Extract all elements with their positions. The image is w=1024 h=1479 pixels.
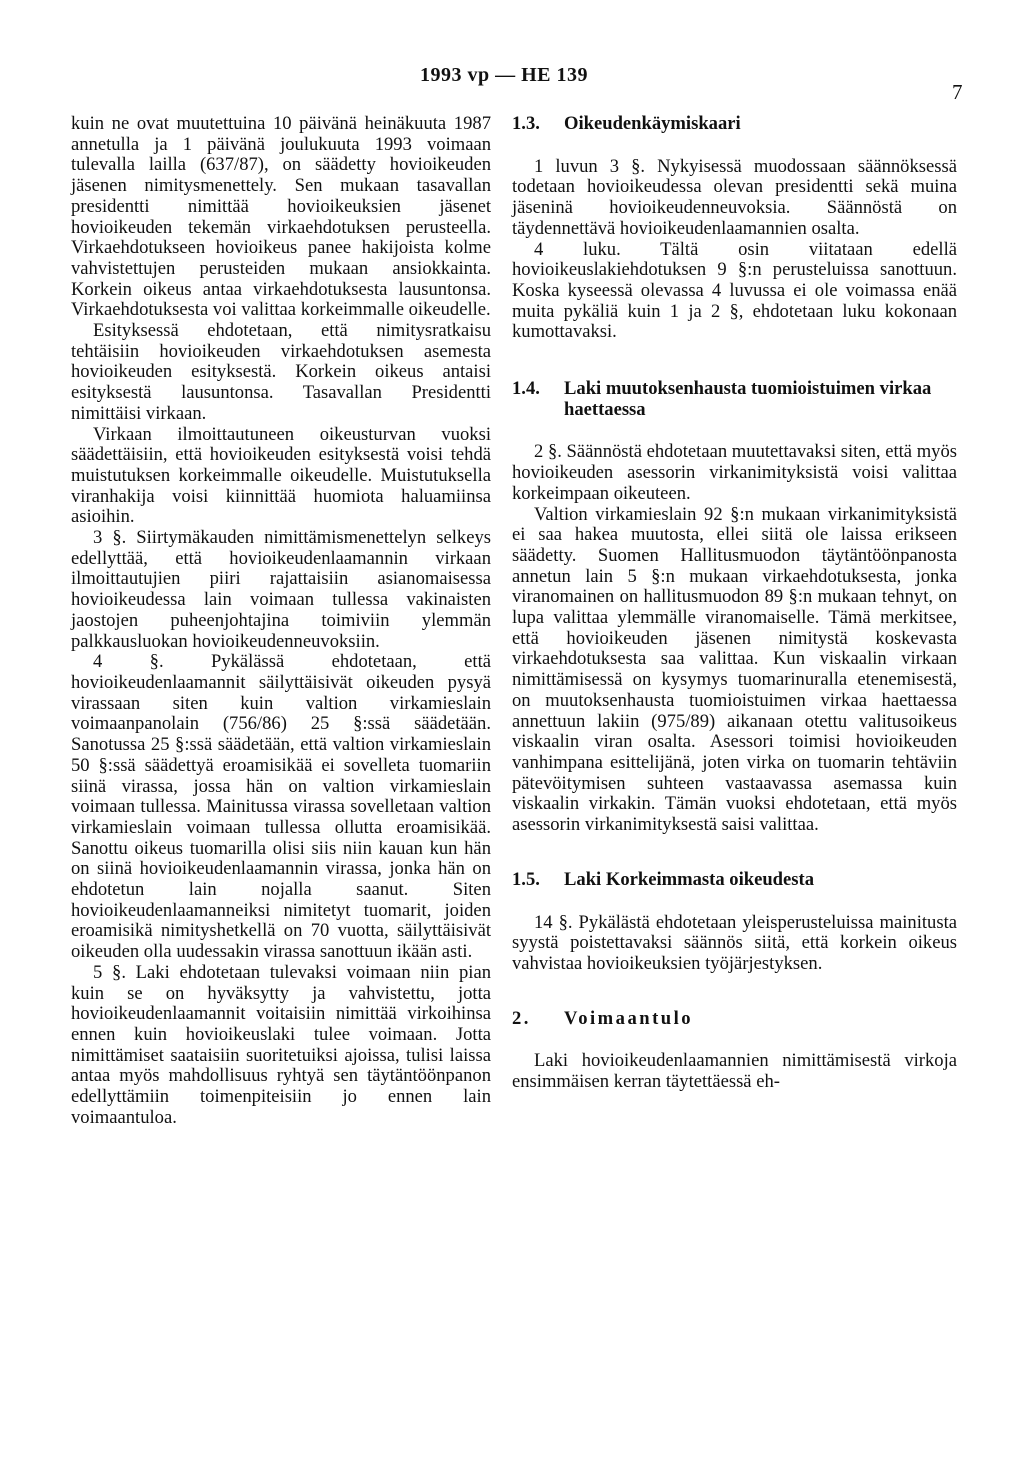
section-title: Oikeudenkäymiskaari (564, 113, 741, 134)
section-heading-1-5 (512, 870, 957, 891)
body-paragraph: Esityksessä ehdotetaan, että nimitysratkaisu tehtäisiin hovioikeuden virkaehdotuksen asemesta hovioikeuden esityksestä. Korkein oikeus antaisi esityksestä lausuntonsa. Tasavallan Presidentti nimittäisi virkaan. (71, 320, 491, 424)
body-paragraph: 3 §. Siirtymäkauden nimittämismenettelyn selkeys edellyttää, että hovioikeudenlaamannin virkaan ilmoittautujien piiri rajattaisiin asianomaisessa hovioikeudessa lain voimaan tullessa vakinaisten jaostojen puheenjohtajina toimiviin ylemmän palkkausluokan hovioikeudenneuvoksiin. (71, 527, 491, 652)
right-column (512, 114, 957, 1093)
page-header (0, 64, 1024, 104)
section-heading-2 (512, 1009, 957, 1030)
section-number: 1.5. (512, 868, 540, 890)
body-paragraph: 4 luku. Tältä osin viitataan edellä hovioikeuslakiehdotuksen 9 §:n perusteluissa sanottuun. Koska kyseessä olevassa 4 luvussa ei ole voimassa enää muita pykäliä kuin 1 ja 2 §, ehdotetaan luku kokonaan kumottavaksi. (512, 238, 957, 343)
section-title: Laki Korkeimmasta oikeudesta (564, 868, 814, 890)
body-paragraph: 5 §. Laki ehdotetaan tulevaksi voimaan niin pian kuin se on hyväksytty ja vahvistettu, jotta hovioikeudenlaamannit voitaisiin nimittää virkoihinsa ennen kuin hovioikeuslaki tulee voimaan. Jotta nimittämiset saataisiin suoritetuiksi ajoissa, tulisi laissa antaa myös mahdollisuus ryhtyä sen täytäntöönpanon edellyttämiin toimenpiteisiin jo ennen lain voimaantuloa. (71, 961, 491, 1128)
section-heading-1-4 (512, 379, 957, 420)
body-paragraph: 14 §. Pykälästä ehdotetaan yleisperusteluissa mainitusta syystä poistettavaksi säännös siitä, että korkein oikeus vahvistaa hovioikeuksien työjärjestyksen. (512, 911, 957, 974)
section-title: Voimaantulo (564, 1007, 694, 1029)
left-column (71, 114, 491, 1128)
body-paragraph: Virkaan ilmoittautuneen oikeusturvan vuoksi säädettäisiin, että hovioikeuden esityksestä voisi tehdä muistutuksen korkeimmalle oikeudelle. Muistutuksella viranhakija voisi kiinnittää huomiota haluamiinsa asioihin. (71, 423, 491, 528)
section-heading-1-3 (512, 114, 957, 135)
section-number: 2. (512, 1007, 531, 1029)
body-paragraph: kuin ne ovat muutettuina 10 päivänä heinäkuuta 1987 annetulla ja 1 päivänä joulukuuta 1993 voimaan tulevalla lailla (637/87), on säädetty hovioikeuden jäsenen nimitysmenettely. Sen mukaan tasavallan presidentti nimittää hovioikeuksien jäsenet hovioikeuden tekemän virkaehdotuksen perusteella. Virkaehdotukseen hovioikeus panee hakijoista kolme vahvistettujen perusteiden mukaan ansiokkainta. Korkein oikeus antaa virkaehdotuksesta lausuntonsa. Virkaehdotuksesta voi valittaa korkeimmalle oikeudelle. (71, 113, 491, 321)
document-title: 1993 vp — HE 139 (420, 64, 589, 86)
body-paragraph: 4 §. Pykälässä ehdotetaan, että hovioikeudenlaamannit säilyttäisivät oikeuden pysyä virassaan siten kuin valtion virkamieslain voimaanpanolain (756/86) 25 §:ssä säädetään. Sanotussa 25 §:ssä säädetään, että valtion virkamieslain 50 §:ssä säädettyä eroamisikää ei sovelleta tuomariin siinä virassa, jossa hän on valtion virkamieslain voimaan tullessa. Mainitussa virassa sovelletaan valtion virkamieslain voimaan tullessa ollutta eroamisikää. Sanottu oikeus tuomarilla olisi siis niin kauan kun hän on siinä hovioikeudenlaamannin virassa, jonka hän on ehdotetun lain nojalla saanut. Siten hovioikeudenlaamanneiksi nimitetyt tuomarit, joiden eroamisikä nimityshetkellä on 70 vuotta, säilyttäisivät oikeuden olla uudessakin virassa sanottuun ikään asti. (71, 651, 491, 963)
section-number: 1.3. (512, 113, 540, 134)
page-number: 7 (952, 80, 963, 104)
body-paragraph: Laki hovioikeudenlaamannien nimittämisestä virkoja ensimmäisen kerran täytettäessä eh- (512, 1050, 957, 1093)
section-number: 1.4. (512, 378, 540, 400)
body-paragraph: 2 §. Säännöstä ehdotetaan muutettavaksi siten, että myös hovioikeuden asessorin virkanimityksistä voisi valittaa korkeimpaan oikeuteen. (512, 441, 957, 504)
section-title: Laki muutoksenhausta tuomioistuimen virkaa haettaessa (564, 378, 932, 420)
body-paragraph: Valtion virkamieslain 92 §:n mukaan virkanimityksistä ei saa hakea muutosta, ellei siitä ole laissa erikseen säädetty. Suomen Hallitusmuodon täytäntöönpanosta annetun lain 5 §:n mukaan virkaehdotuksesta, jonka viranomainen on hallitusmuodon 89 §:n mukaan tehnyt, on lupa valittaa ylemmälle viranomaiselle. Tämä merkitsee, että hovioikeuden jäsenen nimitystä koskevasta virkaehdotuksesta saa valittaa. Kun viskaalin virkaan nimittämisessä on kysymys tuomarinuralla etenemisestä, on muutoksenhausta tuomioistuimen virkaa haettaessa annettuun lakiin (975/89) aikanaan otettu valitusoikeus viskaalin viran osalta. Asessori toimisi hovioikeuden vanhimpana esittelijänä, joten virka on tuomarin tehtäviin pätevöitymisen suhteen vastaavassa asemassa kuin viskaalin virkakin. Tämän vuoksi ehdotetaan, että myös asessorin virkanimityksestä saisi valittaa. (512, 503, 957, 836)
body-paragraph: 1 luvun 3 §. Nykyisessä muodossaan säännöksessä todetaan hovioikeudessa olevan presidentti sekä muina jäseninä hovioikeudenneuvoksia. Säännöstä on täydennettävä hovioikeudenlaamannien osalta. (512, 155, 957, 239)
